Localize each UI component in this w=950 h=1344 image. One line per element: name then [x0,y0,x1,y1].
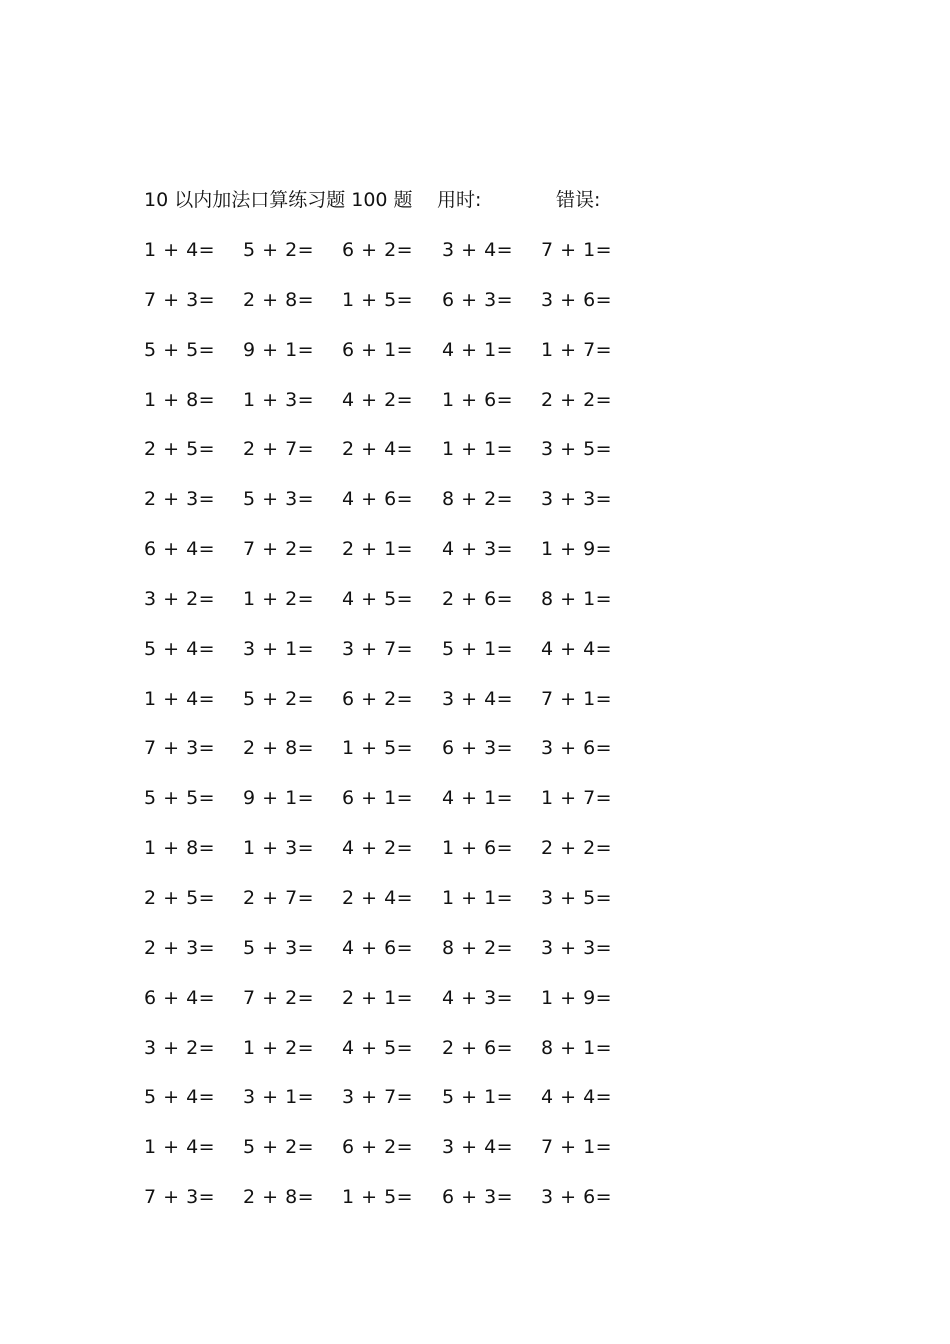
problem-cell: 2 + 5= [144,886,216,909]
problem-row [144,535,664,585]
problem-cell: 2 + 6= [442,587,514,610]
problem-cell: 4 + 2= [342,388,414,411]
problem-cell: 4 + 2= [342,837,414,860]
problem-cell: 8 + 2= [442,936,514,959]
problem-cell: 5 + 5= [144,338,216,361]
problem-cell: 3 + 4= [442,239,514,261]
problem-cell: 5 + 3= [243,936,315,959]
problem-row [144,685,664,735]
problem-cell: 1 + 9= [541,986,613,1009]
problem-cell: 1 + 1= [442,438,514,461]
problem-cell: 1 + 8= [144,388,216,411]
problem-cell: 2 + 1= [342,538,414,561]
problem-row [144,1183,664,1233]
problem-cell: 1 + 5= [342,1186,414,1209]
problem-cell: 1 + 7= [541,787,613,810]
problem-cell: 2 + 5= [144,438,216,461]
problem-row [144,386,664,436]
problem-cell: 4 + 6= [342,488,414,511]
problem-cell: 1 + 6= [442,837,514,860]
problem-cell: 2 + 7= [243,438,315,461]
problem-cell: 2 + 8= [243,737,315,760]
problem-cell: 2 + 4= [342,438,414,461]
problem-row [144,984,664,1034]
problem-cell: 7 + 2= [243,986,315,1009]
problem-cell: 7 + 1= [541,239,613,261]
problem-cell: 3 + 4= [442,687,514,710]
problem-cell: 1 + 4= [144,1136,216,1159]
problem-cell: 2 + 7= [243,886,315,909]
problem-cell: 4 + 3= [442,538,514,561]
problem-cell: 1 + 2= [243,1036,315,1059]
problem-cell: 3 + 1= [243,1086,315,1109]
problem-cell: 1 + 8= [144,837,216,860]
problem-cell: 3 + 6= [541,737,613,760]
problem-row [144,485,664,535]
problem-cell: 5 + 2= [243,239,315,261]
problem-cell: 4 + 5= [342,587,414,610]
problem-cell: 6 + 3= [442,288,514,311]
problem-row [144,884,664,934]
problem-cell: 9 + 1= [243,787,315,810]
time-label: 用时: [437,189,482,211]
problem-row [144,734,664,784]
problem-cell: 4 + 6= [342,936,414,959]
problem-cell: 8 + 1= [541,587,613,610]
problem-cell: 5 + 1= [442,637,514,660]
problem-cell: 3 + 7= [342,637,414,660]
problem-grid [144,236,664,1233]
problem-row [144,286,664,336]
problem-cell: 7 + 3= [144,288,216,311]
problem-cell: 6 + 1= [342,787,414,810]
problem-cell: 1 + 9= [541,538,613,561]
problem-cell: 5 + 2= [243,687,315,710]
problem-cell: 3 + 5= [541,438,613,461]
problem-cell: 3 + 2= [144,587,216,610]
problem-cell: 2 + 4= [342,886,414,909]
problem-cell: 4 + 1= [442,787,514,810]
problem-cell: 1 + 3= [243,388,315,411]
problem-cell: 9 + 1= [243,338,315,361]
problem-cell: 2 + 3= [144,936,216,959]
problem-row [144,236,664,286]
problem-cell: 4 + 3= [442,986,514,1009]
problem-cell: 3 + 6= [541,288,613,311]
problem-cell: 6 + 4= [144,538,216,561]
problem-cell: 1 + 5= [342,288,414,311]
problem-cell: 8 + 1= [541,1036,613,1059]
problem-cell: 6 + 4= [144,986,216,1009]
problem-cell: 5 + 2= [243,1136,315,1159]
problem-row [144,1083,664,1133]
problem-row [144,834,664,884]
problem-cell: 6 + 1= [342,338,414,361]
problem-cell: 5 + 1= [442,1086,514,1109]
problem-row [144,336,664,386]
problem-cell: 5 + 4= [144,1086,216,1109]
problem-row [144,635,664,685]
problem-row [144,1034,664,1084]
problem-cell: 4 + 4= [541,637,613,660]
problem-row [144,784,664,834]
problem-cell: 2 + 8= [243,288,315,311]
problem-cell: 2 + 3= [144,488,216,511]
problem-cell: 3 + 1= [243,637,315,660]
problem-cell: 6 + 3= [442,737,514,760]
problem-cell: 3 + 3= [541,936,613,959]
problem-cell: 8 + 2= [442,488,514,511]
problem-cell: 6 + 2= [342,1136,414,1159]
problem-cell: 7 + 1= [541,687,613,710]
problem-cell: 3 + 7= [342,1086,414,1109]
problem-cell: 7 + 1= [541,1136,613,1159]
problem-cell: 6 + 2= [342,239,414,261]
problem-cell: 1 + 5= [342,737,414,760]
problem-cell: 2 + 2= [541,837,613,860]
worksheet-title: 10 以内加法口算练习题 100 题 [144,189,413,211]
problem-cell: 3 + 4= [442,1136,514,1159]
problem-cell: 1 + 1= [442,886,514,909]
problem-cell: 2 + 2= [541,388,613,411]
problem-row [144,585,664,635]
problem-cell: 1 + 4= [144,687,216,710]
problem-cell: 4 + 1= [442,338,514,361]
problem-cell: 5 + 4= [144,637,216,660]
problem-cell: 6 + 2= [342,687,414,710]
problem-cell: 3 + 5= [541,886,613,909]
problem-row [144,435,664,485]
problem-cell: 4 + 5= [342,1036,414,1059]
problem-cell: 1 + 4= [144,239,216,261]
problem-cell: 1 + 7= [541,338,613,361]
problem-cell: 5 + 5= [144,787,216,810]
problem-cell: 6 + 3= [442,1186,514,1209]
problem-cell: 7 + 2= [243,538,315,561]
problem-cell: 1 + 6= [442,388,514,411]
worksheet-header [144,186,664,214]
problem-cell: 2 + 8= [243,1186,315,1209]
problem-cell: 2 + 1= [342,986,414,1009]
problem-cell: 3 + 6= [541,1186,613,1209]
problem-cell: 4 + 4= [541,1086,613,1109]
problem-cell: 1 + 2= [243,587,315,610]
problem-cell: 7 + 3= [144,737,216,760]
problem-cell: 3 + 2= [144,1036,216,1059]
error-label: 错误: [556,189,601,211]
problem-row [144,934,664,984]
problem-row [144,1133,664,1183]
problem-cell: 7 + 3= [144,1186,216,1209]
problem-cell: 3 + 3= [541,488,613,511]
problem-cell: 1 + 3= [243,837,315,860]
problem-cell: 2 + 6= [442,1036,514,1059]
problem-cell: 5 + 3= [243,488,315,511]
